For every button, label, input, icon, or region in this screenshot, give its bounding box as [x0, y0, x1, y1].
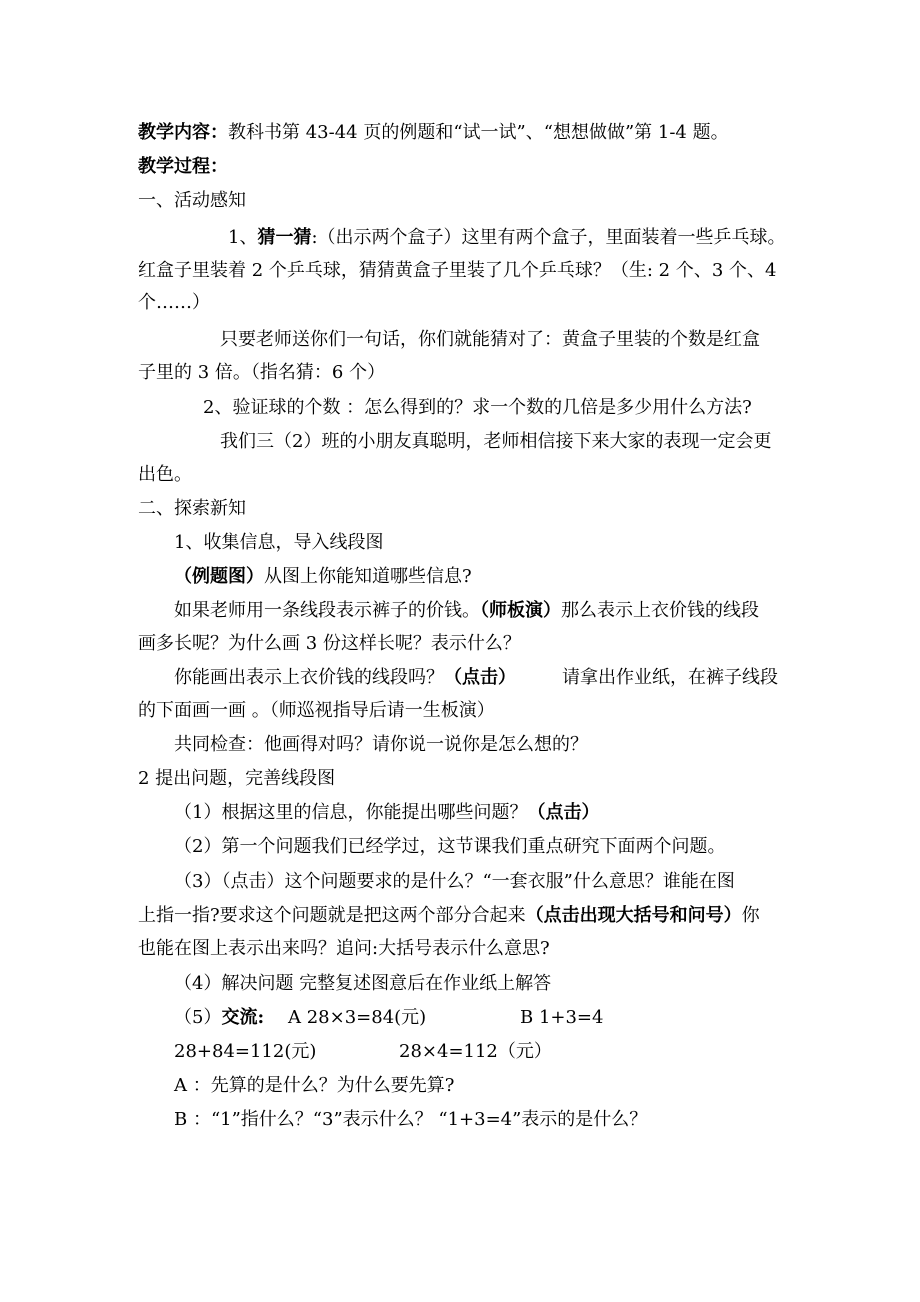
teaching-content-line — [138, 121, 729, 145]
segment-line-1: 如果老师用一条线段表示裤子的价钱。（师板演）那么表示上衣价钱的线段 — [174, 600, 759, 621]
praise-line-1: 我们三（2）班的小朋友真聪明，老师相信接下来大家的表现一定会更 — [220, 431, 772, 452]
calc-a: 28+84=112(元) — [174, 1041, 317, 1062]
step-2-line: 2 提出问题，完善线段图 — [138, 768, 336, 789]
guess-line-2: 红盒子里装着 2 个乒乓球，猜猜黄盒子里装了几个乒乓球？（生: 2 个、3 个、4 — [138, 260, 777, 281]
teaching-content-text: 教科书第 43-44 页的例题和“试一试”、“想想做做”第 1-4 题。 — [228, 122, 729, 143]
draw-line-2: 的下面画一画 。（师巡视指导后请一生板演） — [138, 700, 495, 721]
hint-line-1: 只要老师送你们一句话，你们就能猜对了：黄盒子里装的个数是红盒 — [220, 329, 760, 350]
question-5-line: （5）交流: — [174, 1007, 265, 1028]
answer-a-line: A ：先算的是什么？为什么要先算? — [174, 1075, 455, 1096]
question-3-line-3: 也能在图上表示出来吗？追问:大括号表示什么意思? — [138, 938, 550, 959]
method-a-formula: A 28×3=84(元) — [288, 1007, 427, 1028]
section-2-heading: 二、探索新知 — [138, 498, 246, 519]
question-4-line: （4）解决问题 完整复述图意后在作业纸上解答 — [174, 973, 552, 994]
question-2-line: （2）第一个问题我们已经学过，这节课我们重点研究下面两个问题。 — [174, 836, 726, 857]
draw-line-1: 你能画出表示上衣价钱的线段吗？（点击） 请拿出作业纸，在裤子线段 — [174, 667, 778, 688]
step-1-line: 1、收集信息，导入线段图 — [174, 532, 384, 553]
section-1-heading: 一、活动感知 — [138, 190, 246, 211]
guess-line-3: 个……） — [138, 292, 210, 313]
guess-line-1: 1、猜一猜:（出示两个盒子）这里有两个盒子，里面装着一些乒乓球。 — [228, 227, 786, 248]
teaching-content-label: 教学内容： — [138, 122, 228, 143]
example-figure-label: （例题图） — [174, 566, 264, 587]
guess-bold: 猜一猜 — [257, 227, 312, 248]
method-b-formula: B 1+3=4 — [520, 1007, 604, 1028]
verify-line: 2、验证球的个数 ：怎么得到的？求一个数的几倍是多少用什么方法? — [203, 397, 752, 418]
praise-line-2: 出色。 — [138, 464, 192, 485]
question-3-line-2: 上指一指?要求这个问题就是把这两个部分合起来（点击出现大括号和问号）你 — [138, 905, 760, 926]
example-line: （例题图）从图上你能知道哪些信息? — [174, 566, 472, 587]
answer-b-line: B ：“1”指什么？“3”表示什么？ “1+3=4”表示的是什么？ — [174, 1109, 648, 1130]
segment-line-2: 画多长呢？为什么画 3 份这样长呢？表示什么？ — [138, 633, 521, 654]
calc-b: 28×4=112（元） — [399, 1041, 552, 1062]
question-3-line-1: （3）（点击）这个问题要求的是什么？“一套衣服”什么意思？谁能在图 — [174, 871, 735, 892]
question-1-line: （1）根据这里的信息，你能提出哪些问题？（点击） — [174, 802, 600, 823]
check-line: 共同检查：他画得对吗？请你说一说你是怎么想的？ — [174, 734, 588, 755]
teaching-process-heading: 教学过程： — [138, 156, 228, 177]
hint-line-2: 子里的 3 倍。（指名猜：6 个） — [138, 362, 386, 383]
